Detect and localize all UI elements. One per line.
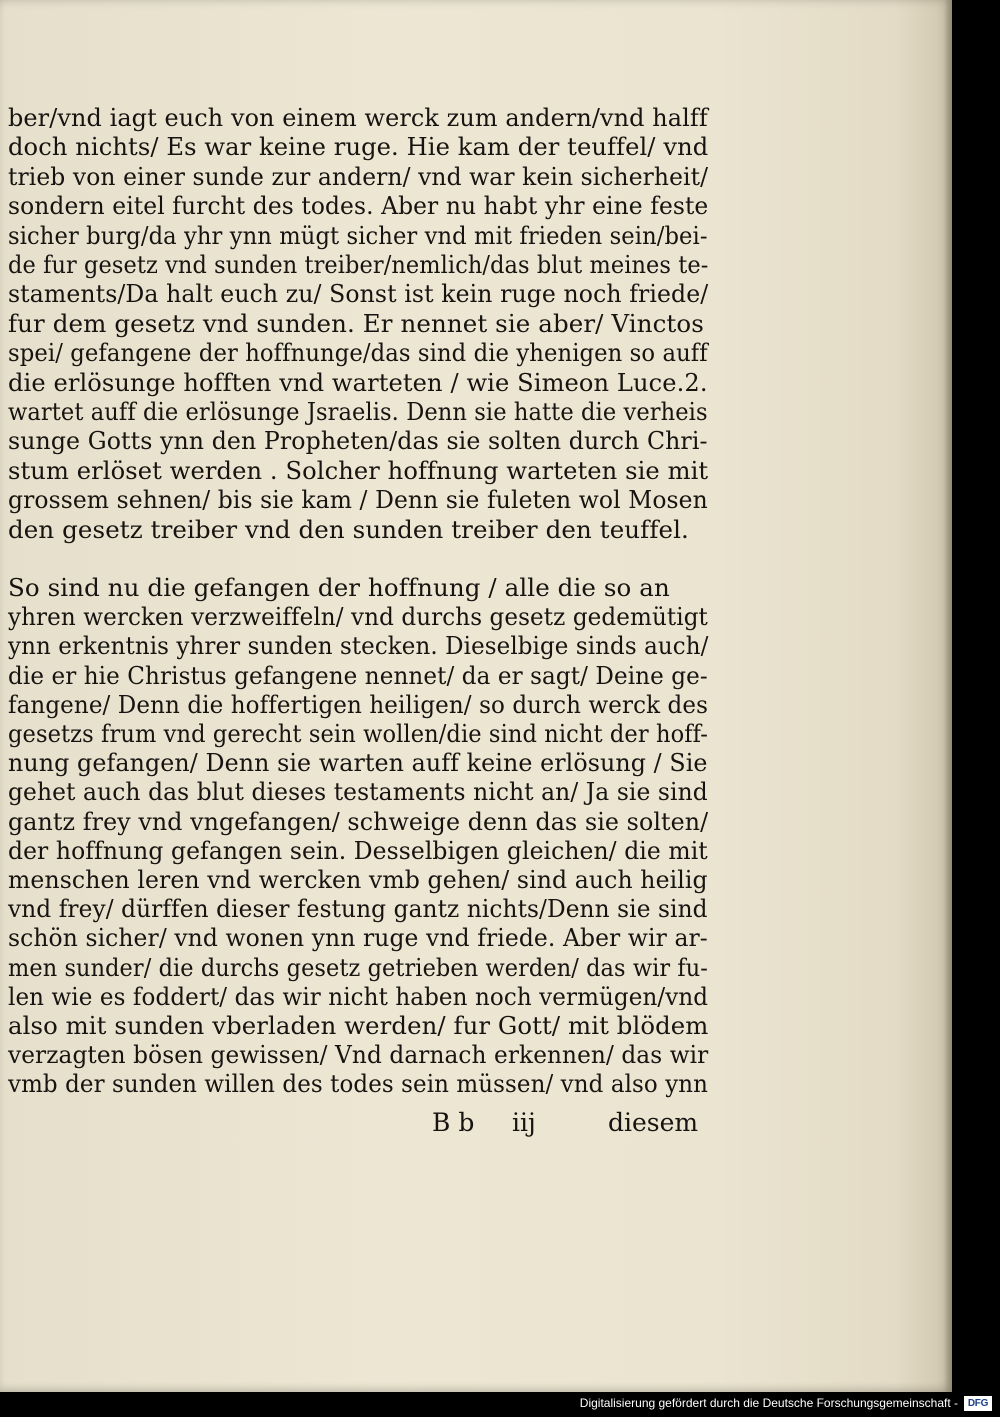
dfg-logo: DFG — [964, 1396, 992, 1411]
text-line: men sunder/ die durchs gesetz getrieben werden/ das wir fu- — [8, 952, 708, 982]
text-line: den gesetz treiber vnd den sunden treiber den teuffel. — [8, 514, 689, 544]
text-line: sicher burg/da yhr ynn mügt sicher vnd mit frieden sein/bei- — [8, 220, 708, 250]
text-line: schön sicher/ vnd wonen ynn ruge vnd friede. Aber wir ar- — [8, 923, 708, 953]
text-line: gehet auch das blut dieses testaments nicht an/ Ja sie sind — [8, 777, 708, 807]
text-line: trieb von einer sunde zur andern/ vnd war kein sicherheit/ — [8, 161, 709, 191]
text-line: yhren wercken verzweiffeln/ vnd durchs gesetz gedemütigt — [8, 602, 708, 632]
text-line: sondern eitel furcht des todes. Aber nu habt yhr eine feste — [8, 191, 709, 221]
catchword: diesem — [608, 1108, 699, 1137]
text-line: wartet auff die erlösunge Jsraelis. Denn sie hatte die verheis — [8, 397, 708, 426]
text-line: verzagten bösen gewissen/ Vnd darnach erkennen/ das wir — [8, 1040, 709, 1070]
funding-credit: Digitalisierung gefördert durch die Deutsche Forschungsgemeinschaft - — [579, 1396, 958, 1410]
text-line: grossem sehnen/ bis sie kam / Denn sie fuleten wol Mosen — [8, 485, 708, 515]
text-line: spei/ gefangene der hoffnunge/das sind die yhenigen so auff — [8, 338, 708, 368]
text-line: de fur gesetz vnd sunden treiber/nemlich/das blut meines te- — [8, 250, 709, 279]
text-line: vnd frey/ dürffen dieser festung gantz nichts/Denn sie sind — [8, 894, 708, 924]
text-line: vmb der sunden willen des todes sein müssen/ vnd also ynn — [8, 1069, 709, 1099]
text-line: die er hie Christus gefangene nennet/ da er sagt/ Deine ge- — [8, 660, 708, 690]
text-line: nung gefangen/ Denn sie warten auff keine erlösung / Sie — [8, 748, 708, 778]
text-line: gesetzs frum vnd gerecht sein wollen/die sind nicht der hoff- — [8, 719, 708, 748]
folio-number: iij — [512, 1108, 536, 1137]
text-line: ber/vnd iagt euch von einem werck zum andern/vnd halff — [8, 103, 708, 132]
text-line: ynn erkentnis yhrer sunden stecken. Dieselbige sinds auch/ — [8, 631, 709, 661]
text-line: also mit sunden vberladen werden/ fur Gott/ mit blödem — [8, 1011, 709, 1040]
text-line: fangene/ Denn die hoffertigen heiligen/ so durch werck des — [8, 689, 709, 719]
text-line: sunge Gotts ynn den Propheten/das sie solten durch Chri- — [8, 426, 708, 456]
text-line: fur dem gesetz vnd sunden. Er nennet sie aber/ Vinctos — [8, 308, 704, 338]
signature-mark: B b — [432, 1108, 475, 1137]
text-line: So sind nu die gefangen der hoffnung / alle die so an — [8, 573, 670, 602]
text-line: stum erlöset werden . Solcher hoffnung warteten sie mit — [8, 455, 709, 485]
text-line: menschen leren vnd wercken vmb gehen/ sind auch heilig — [8, 865, 708, 894]
text-line: doch nichts/ Es war keine ruge. Hie kam der teuffel/ vnd — [8, 132, 709, 162]
text-line: staments/Da halt euch zu/ Sonst ist kein ruge noch friede/ — [8, 279, 709, 309]
text-line: len wie es foddert/ das wir nicht haben noch vermügen/vnd — [8, 981, 709, 1011]
text-line: die erlösunge hofften vnd warteten / wie Simeon Luce.2. — [8, 367, 708, 397]
text-line: gantz frey vnd vngefangen/ schweige denn das sie solten/ — [8, 806, 709, 836]
page-edge-shadow — [944, 0, 952, 1392]
funding-footer — [0, 1392, 1000, 1417]
text-line: der hoffnung gefangen sein. Desselbigen gleichen/ die mit — [8, 835, 708, 865]
